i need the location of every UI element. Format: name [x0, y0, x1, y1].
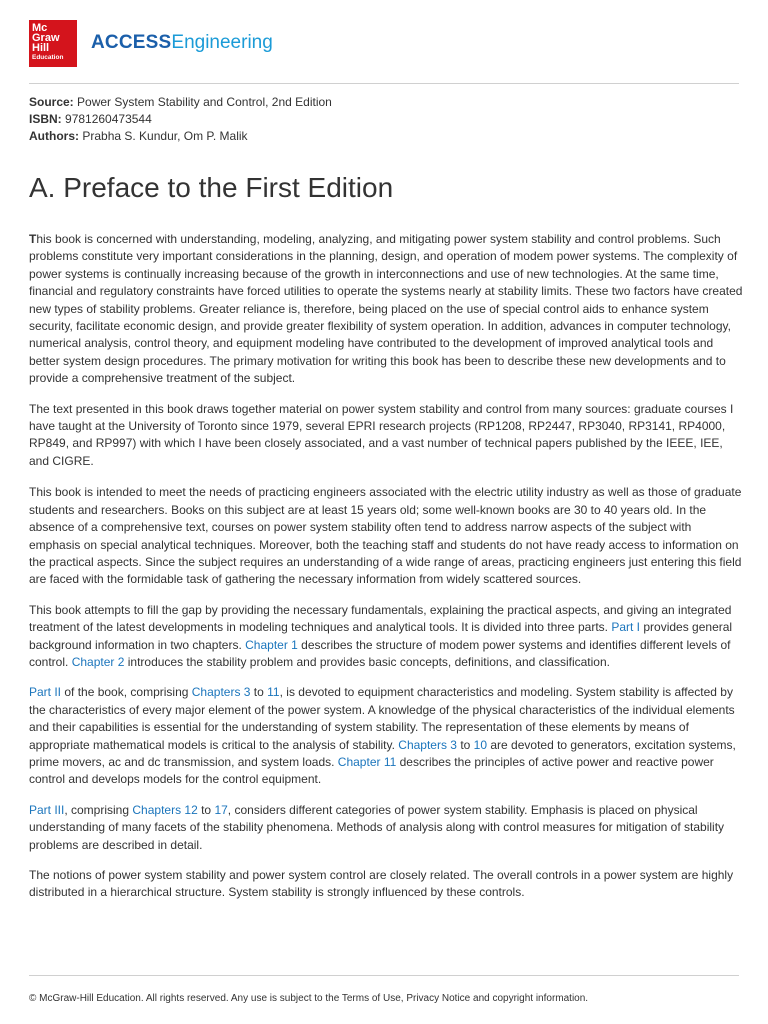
- page-title: A. Preface to the First Edition: [29, 172, 394, 203]
- source-value: Power System Stability and Control, 2nd Edition: [77, 95, 332, 109]
- access-engineering-brand[interactable]: [91, 32, 273, 54]
- drop-cap: T: [29, 232, 37, 246]
- logo-line-2: Graw: [32, 32, 60, 44]
- link-part-2[interactable]: Part II: [29, 685, 62, 700]
- isbn-value: 9781260473544: [65, 112, 152, 126]
- paragraph-4-text-c: describes the structure of modem power systems and identifies different levels of control.: [29, 637, 731, 669]
- citation-meta: [29, 94, 332, 145]
- link-chapter-3[interactable]: Chapters 3: [191, 685, 251, 700]
- header-divider: [29, 83, 739, 84]
- brand-access-text: ACCESS: [91, 32, 172, 53]
- footer-divider: [29, 975, 739, 976]
- paragraph-1: [29, 231, 745, 388]
- link-chapter-17[interactable]: 17: [214, 802, 228, 817]
- link-part-1[interactable]: Part I: [611, 620, 641, 635]
- authors-line: [29, 128, 332, 145]
- paragraph-5-text-b: to: [250, 685, 268, 700]
- link-chapter-2[interactable]: Chapter 2: [71, 654, 125, 669]
- isbn-label: ISBN:: [29, 112, 62, 126]
- link-chapter-11-second[interactable]: Chapter 11: [337, 754, 397, 769]
- paragraph-5-text-f: describes the principles of active power and reactive power control and develops models for the control equipment.: [29, 754, 714, 787]
- paragraph-6-text-b: to: [197, 802, 215, 817]
- paragraph-5-text-d: to: [456, 737, 474, 752]
- source-label: Source:: [29, 95, 74, 109]
- paragraph-1-text: his book is concerned with understanding, modeling, analyzing, and mitigating power system stability and control problems. Such problems constitute very important considerations in the planning, design, and operation of modem power systems. The complexity of power systems is continually increasing because of the growth in interconnections and use of new technologies. At the same time, financial and regulatory constraints have forced utilities to operate the systems nearly at stability limits. These two factors have created new types of stability problems. Greater reliance is, therefore, being placed on the use of special control aids to enhance system security, facilitate economic design, and provide greater flexibility of system operation. In addition, advances in computer technology, numerical analysis, control theory, and equipment modeling have contributed to the development of improved analytical tools and better system design procedures. The primary motivation for writing this book has been to describe these new developments and to provide a comprehensive treatment of the subject.: [29, 232, 743, 386]
- paragraph-5-text-a: of the book, comprising: [61, 685, 192, 700]
- paragraph-5-text-e: are devoted to generators, excitation systems, prime movers, ac and dc transmission, and system loads.: [29, 737, 736, 769]
- paragraph-7: The notions of power system stability and power system control are closely related. The overall controls in a power system are highly distributed in a hierarchical structure. System stability is strongly influenced by these controls.: [29, 868, 734, 900]
- preface-body: [29, 231, 745, 915]
- mcgraw-hill-logo[interactable]: [29, 20, 77, 67]
- logo-line-1: Mc: [32, 22, 48, 34]
- paragraph-5: [29, 684, 745, 788]
- isbn-line: [29, 111, 332, 128]
- paragraph-4: [29, 602, 745, 672]
- authors-value: Prabha S. Kundur, Om P. Malik: [82, 129, 248, 143]
- paragraph-3: This book is intended to meet the needs of practicing engineers associated with the electric utility industry as well as those of graduate students and researchers. Books on this subject are at least 15 years old; some well-known books are 30 to 40 years old. In the absence of a comprehensive text, courses on power system stability often tend to address narrow aspects of the subject with emphasis on special analytical techniques. Moreover, both the teaching staff and students do not have ready access to information on the practical aspects. Since the subject requires an understanding of a wide range of areas, practicing engineers just entering this field are faced with the formidable task of gathering the necessary information from widely scattered sources.: [29, 485, 742, 587]
- logo-line-3: Hill: [32, 42, 50, 54]
- paragraph-4-text-a: This book attempts to fill the gap by providing the necessary fundamentals, explaining the practical aspects, and giving an integrated treatment of the latest developments in modeling techniques and analytical tools. It is divided into three parts.: [29, 602, 732, 635]
- site-header: [29, 20, 739, 67]
- paragraph-2: The text presented in this book draws together material on power system stability and control from many sources: graduate courses I have taught at the University of Toronto since 1979, several EPRI research projects (RP1208, RP2447, RP3040, RP3141, RP4000, RP849, and RP997) with which I have been closely associated, and a vast number of technical papers published by the IEEE, IEE, and CIGRE.: [29, 401, 734, 468]
- link-chapter-3-second[interactable]: Chapters 3: [398, 737, 457, 752]
- logo-line-4: Education: [32, 54, 64, 61]
- authors-label: Authors:: [29, 129, 79, 143]
- paragraph-4-text-b: provides general background information in two chapters.: [29, 620, 733, 652]
- brand-engineering-text: Engineering: [171, 32, 273, 53]
- paragraph-6: [29, 802, 745, 854]
- paragraph-6-text-a: , comprising: [64, 802, 133, 817]
- source-line: [29, 94, 332, 111]
- link-chapter-1[interactable]: Chapter 1: [245, 637, 298, 652]
- paragraph-6-text-c: , considers different categories of power system stability. Emphasis is placed on physical understanding of many facets of the stability phenomena. Methods of analysis along with control measures for mitigation of stability problems are described in detail.: [29, 802, 725, 852]
- paragraph-4-text-d: introduces the stability problem and provides basic concepts, definitions, and classification.: [124, 654, 610, 669]
- copyright-footer: © McGraw-Hill Education. All rights reserved. Any use is subject to the Terms of Use, Privacy Notice and copyright information.: [29, 993, 589, 1004]
- link-chapter-11[interactable]: 11: [267, 685, 280, 700]
- paragraph-5-text-c: , is devoted to equipment characteristics and modeling. System stability is affected by the characteristics of every major element of the power system. A knowledge of the physical characteristics of the individual elements and their capabilities is essential for the understanding of system stability. The representation of these elements by means of appropriate mathematical models is critical to the analysis of stability.: [29, 685, 735, 752]
- link-chapter-10[interactable]: 10: [473, 737, 488, 752]
- link-chapter-12[interactable]: Chapters 12: [132, 802, 198, 817]
- link-part-3[interactable]: Part III: [29, 802, 65, 817]
